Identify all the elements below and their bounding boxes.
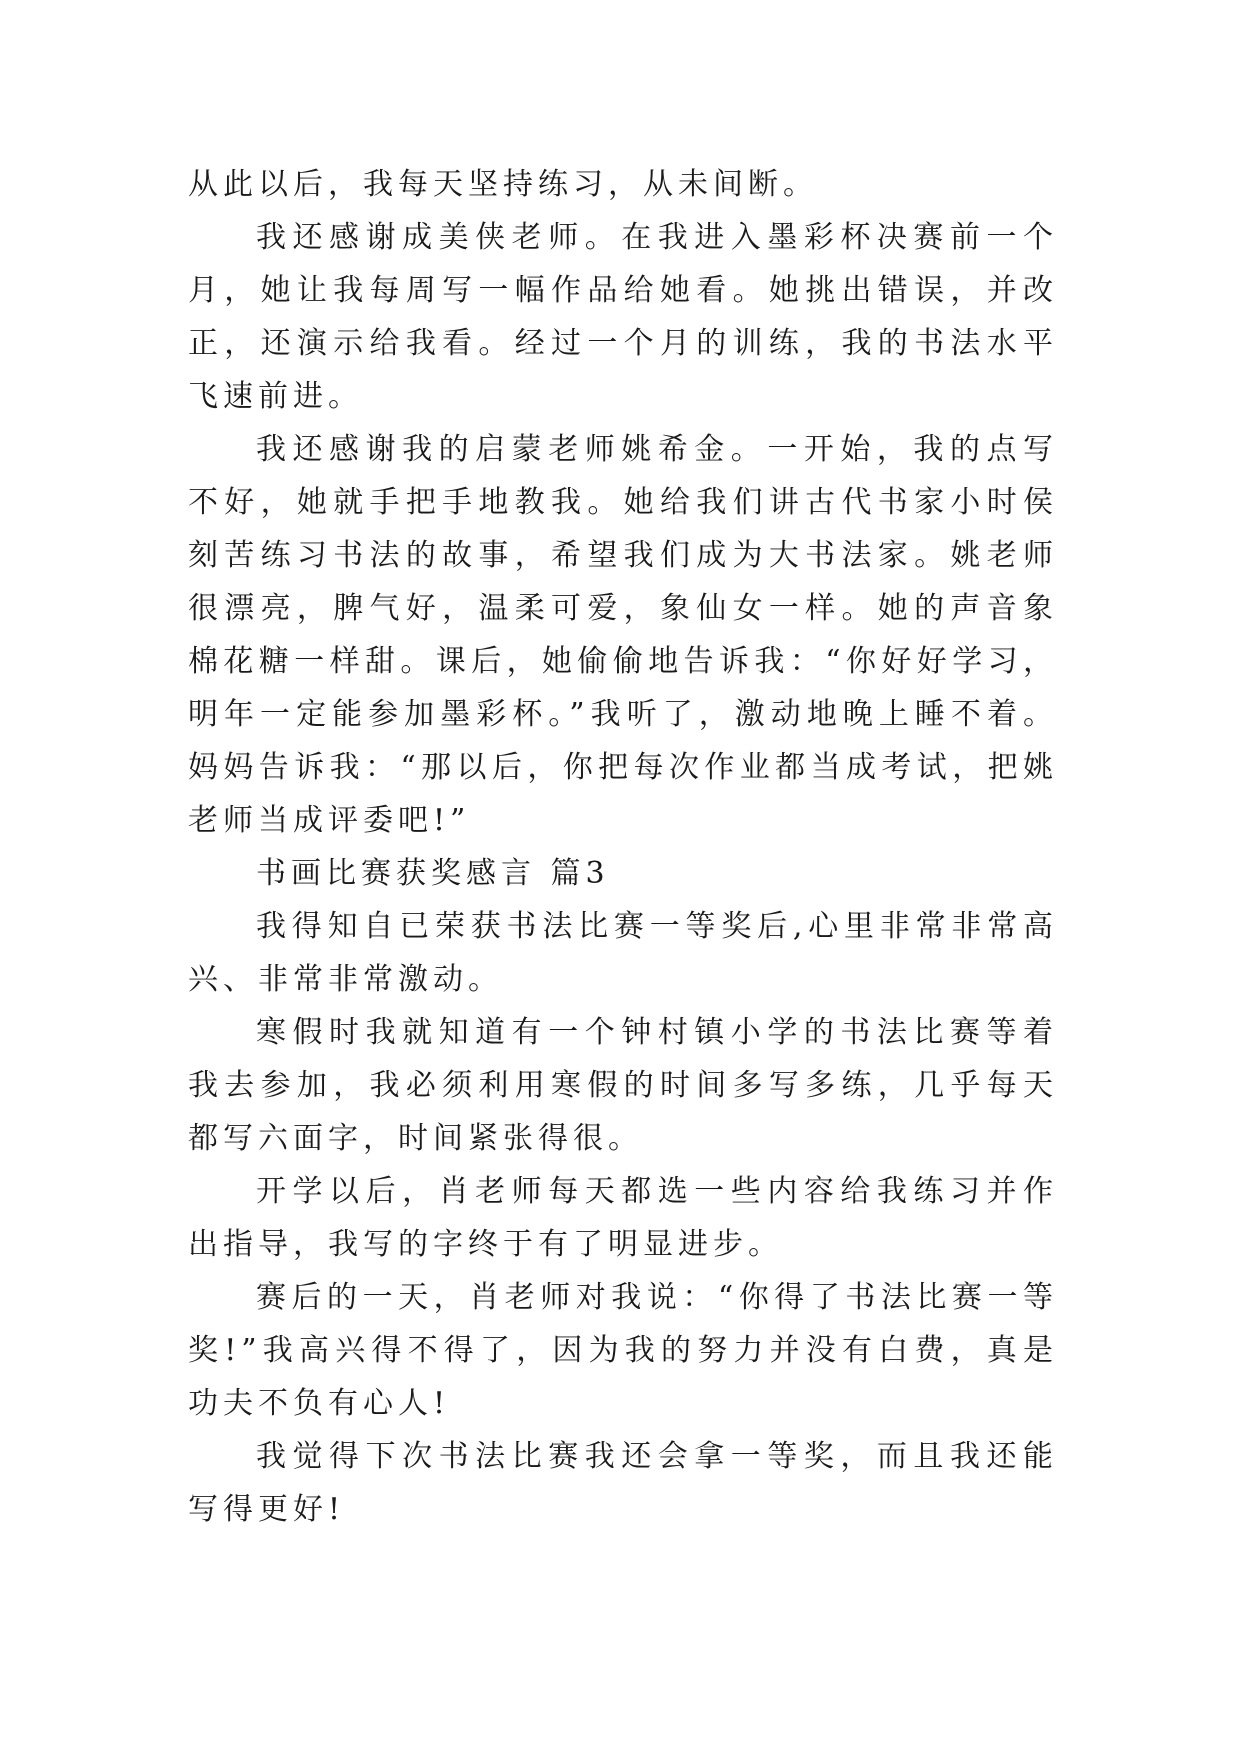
document-body [188,158,1058,1536]
paragraph: 我觉得下次书法比赛我还会拿一等奖，而且我还能写得更好! [188,1439,1058,1527]
paragraph: 从此以后，我每天坚持练习，从未间断。 [188,167,818,202]
paragraph: 赛后的一天，肖老师对我说：“你得了书法比赛一等奖!”我高兴得不得了，因为我的努力并没有白费，真是功夫不负有心人! [188,1280,1058,1421]
paragraph: 寒假时我就知道有一个钟村镇小学的书法比赛等着我去参加，我必须利用寒假的时间多写多练，几乎每天都写六面字，时间紧张得很。 [188,1015,1058,1156]
paragraph: 我还感谢我的启蒙老师姚希金。一开始，我的点写不好，她就手把手地教我。她给我们讲古代书家小时侯刻苦练习书法的故事，希望我们成为大书法家。姚老师很漂亮，脾气好，温柔可爱，象仙女一样。她的声音象棉花糖一样甜。课后，她偷偷地告诉我：“你好好学习，明年一定能参加墨彩杯。”我听了，激动地晚上睡不着。妈妈告诉我：“那以后，你把每次作业都当成考试，把姚老师当成评委吧!” [188,432,1058,838]
paragraph: 我还感谢成美侠老师。在我进入墨彩杯决赛前一个月，她让我每周写一幅作品给她看。她挑出错误，并改正，还演示给我看。经过一个月的训练，我的书法水平飞速前进。 [188,220,1058,414]
paragraph: 开学以后，肖老师每天都选一些内容给我练习并作出指导，我写的字终于有了明显进步。 [188,1174,1058,1262]
section-heading: 书画比赛获奖感言 篇3 [256,856,610,891]
paragraph: 我得知自已荣获书法比赛一等奖后,心里非常非常高兴、非常非常激动。 [188,909,1058,997]
